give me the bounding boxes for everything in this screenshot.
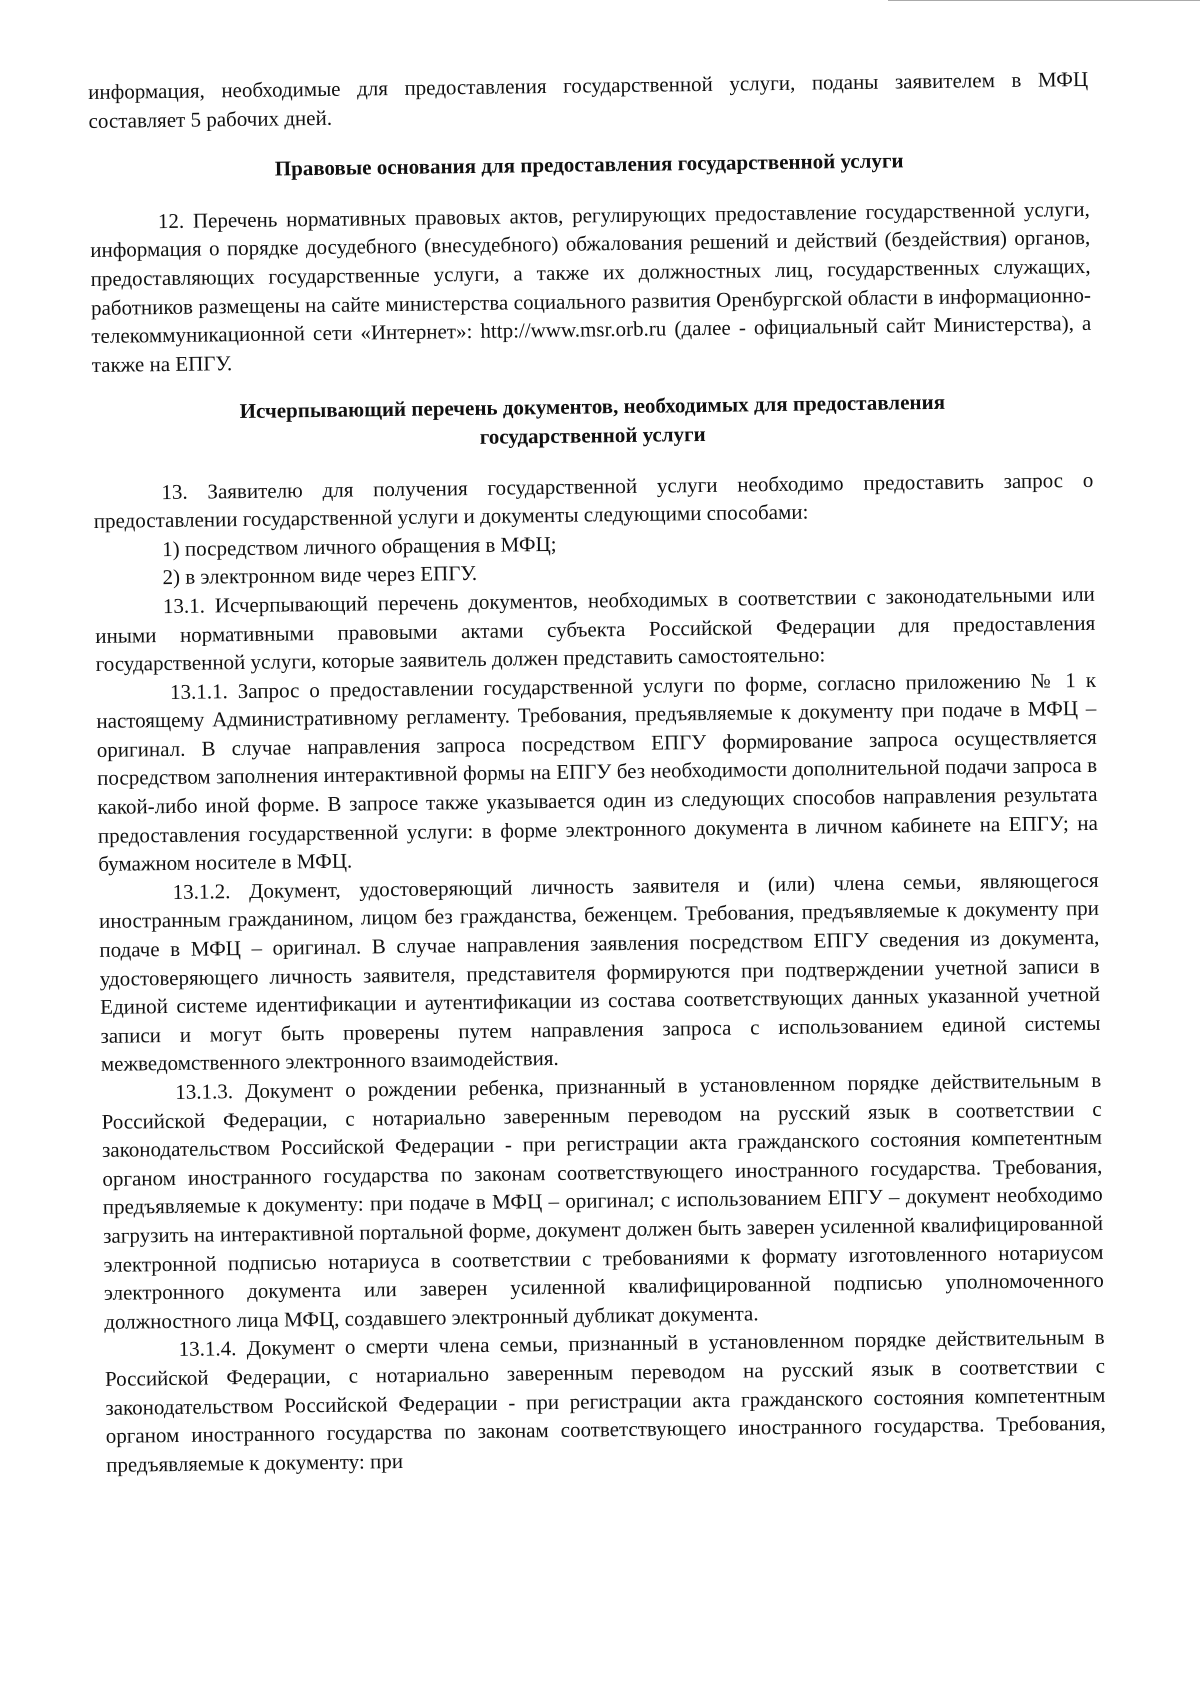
heading-legal-basis: Правовые основания для предоставления государственной услуги — [274, 148, 904, 181]
paragraph-intro: информация, необходимые для предоставления государственной услуги, поданы заявителем в МФЦ составляет 5 рабочих дней. — [88, 66, 1089, 133]
paragraph-13: 13. Заявителю для получения государственной услуги необходимо предоставить запрос о предоставлении государственной услуги и документы следующими способами: — [93, 467, 1094, 534]
paragraph-13-1-2: 13.1.2. Документ, удостоверяющий личность заявителя и (или) члена семьи, являющегося иностранным гражданином, лицом без гражданства, беженцем. Требования, предъявляемые к документу при подаче в МФЦ – оригинал. В случае направления заявления посредством ЕПГУ сведения из документа, удостоверяющего личность заявителя, представителя формируются при подтверждении учетной записи в Единой системе идентификации и аутентификации из состава соответствующих данных указанной учетной записи и могут быть проверены путем направления запроса с использованием единой системы межведомственного электронного взаимодействия. — [98, 867, 1101, 1077]
paragraph-13-1-3: 13.1.3. Документ о рождении ребенка, признанный в установленном порядке действительным в Российской Федерации, с нотариально заверенным переводом на русский язык в соответствии с законодательством Российской Федерации - при регистрации акта гражданского состояния компетентным органом иностранного государства по законам соответствующего иностранного государства. Требования, предъявляемые к документу: при подаче в МФЦ – оригинал; с использованием ЕПГУ – документ необходимо загрузить на интерактивной портальной форме, документ должен быть заверен усиленной квалифицированной электронной подписью нотариуса в соответствии с требованиями к формату изготовленного нотариусом электронного документа или заверен усиленной квалифицированной подписью уполномоченного должностного лица МФЦ, создавшего электронный дубликат документа. — [101, 1067, 1104, 1334]
paragraph-13-1-4: 13.1.4. Документ о смерти члена семьи, признанный в установленном порядке действительным в Российской Федерации, с нотариально заверенным переводом на русский язык в соответствии с законодательством Российской Федерации - при регистрации акта гражданского состояния компетентным органом иностранного государства по законам соответствующего иностранного государства. Требования, предъявляемые к документу: при — [104, 1325, 1106, 1477]
paragraph-13-1-1: 13.1.1. Запрос о предоставлении государственной услуги по форме, согласно приложению № 1 к настоящему Административному регламенту. Требования, предъявляемые к документу при подаче в МФЦ – оригинал. В случае направления запроса посредством ЕПГУ формирование запроса осуществляется посредством заполнения интерактивной формы на ЕПГУ без необходимости дополнительной подачи запроса в какой-либо иной форме. В запросе также указывается один из следующих способов направления результата предоставления государственной услуги: в форме электронного документа в личном кабинете на ЕПГУ; на бумажном носителе в МФЦ. — [96, 667, 1098, 877]
paragraph-13-1: 13.1. Исчерпывающий перечень документов, необходимых в соответствии с законодательными или иными нормативными правовыми актами субъекта Российской Федерации для предоставления государственной услуги, которые заявитель должен представить самостоятельно: — [95, 581, 1096, 677]
list-item-13-1: 1) посредством личного обращения в МФЦ; — [162, 531, 557, 561]
list-item-13-2: 2) в электронном виде через ЕПГУ. — [162, 561, 478, 590]
heading-documents-line-2: государственной услуги — [479, 421, 706, 449]
scan-edge-line — [888, 0, 1200, 1]
heading-documents-line-1: Исчерпывающий перечень документов, необходимых для предоставления — [239, 390, 946, 424]
document-page — [88, 65, 1106, 1479]
paragraph-12: 12. Перечень нормативных правовых актов, регулирующих предоставление государственной услуги, информация о порядке досудебного (внесудебного) обжалования решений и действий (бездействия) органов, предоставляющих государственные услуги, а также их должностных лиц, государственных служащих, работников размещены на сайте министерства социального развития Оренбургской области в информационно-телекоммуникационной сети «Интернет»: http://www.msr.orb.ru (далее - официальный сайт Министерства), а также на ЕПГУ. — [90, 196, 1092, 377]
heading-documents — [92, 386, 1093, 456]
